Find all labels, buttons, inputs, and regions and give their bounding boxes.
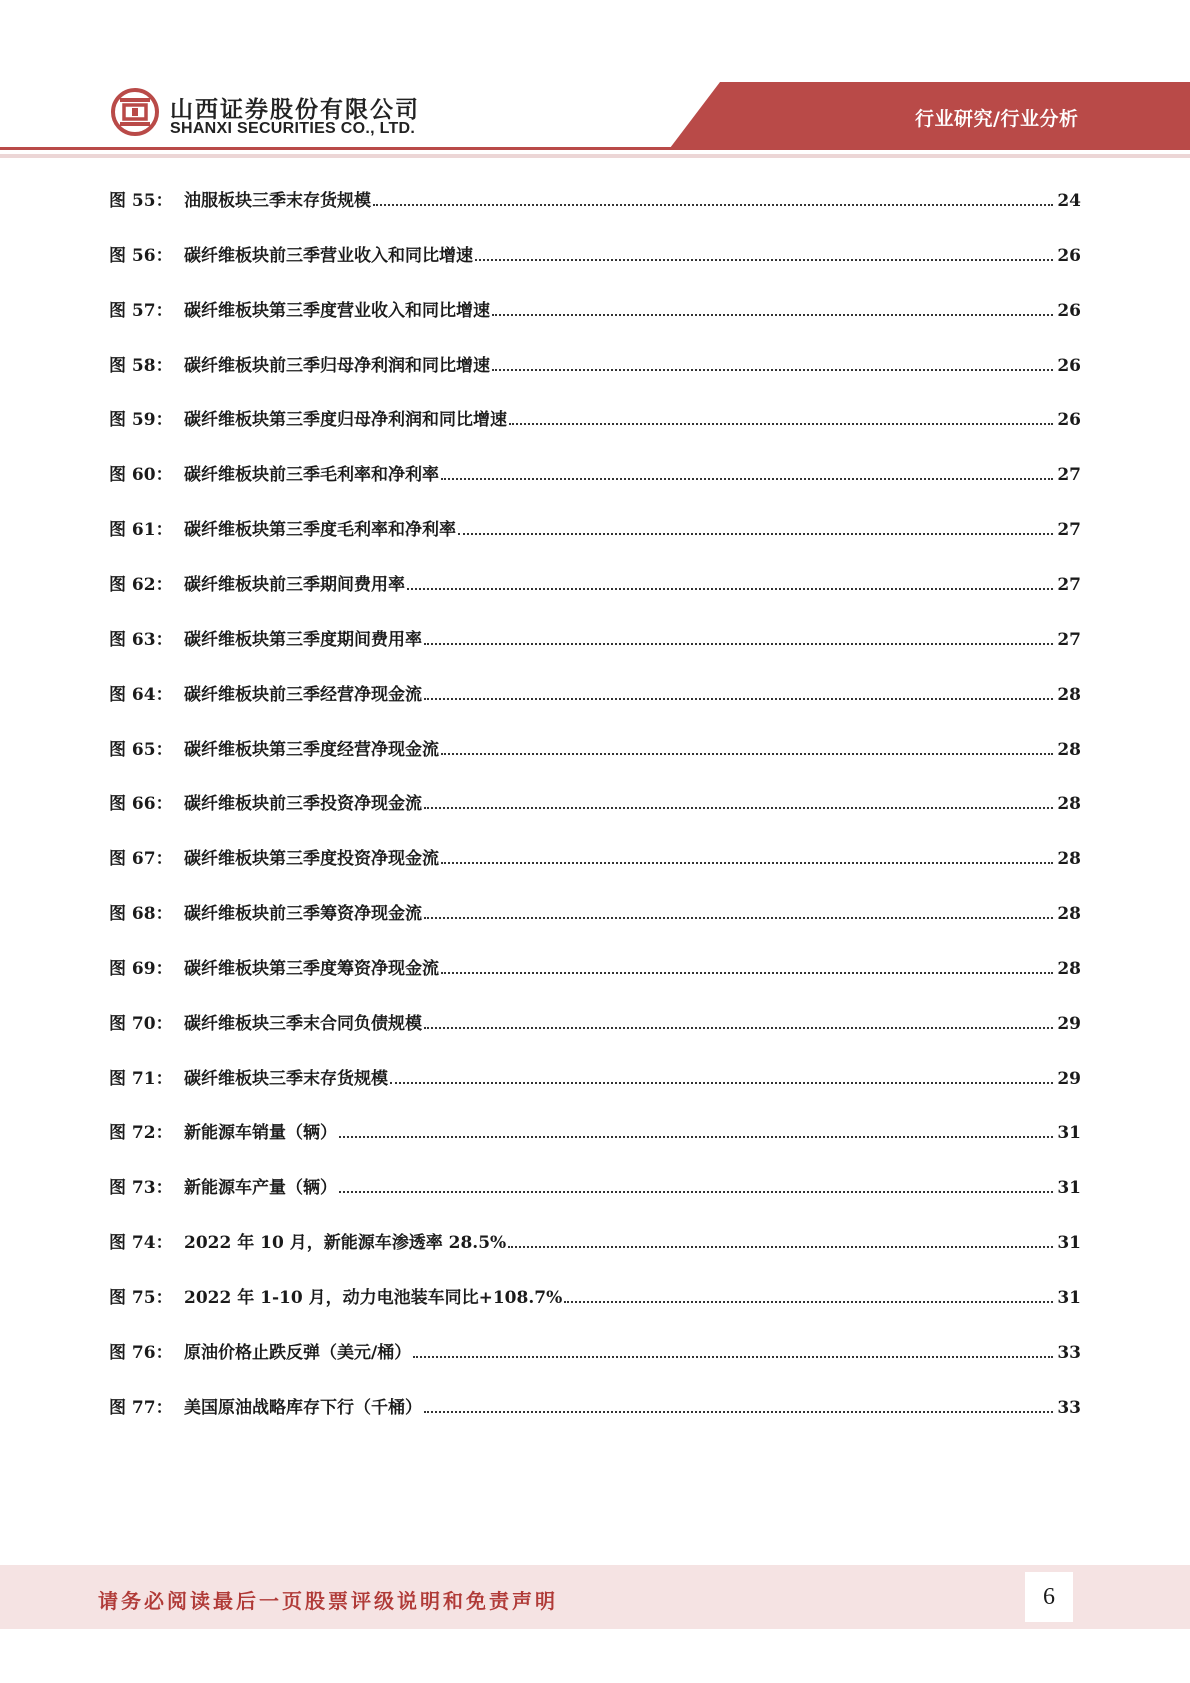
report-category: 行业研究/行业分析 — [915, 108, 1079, 130]
header-divider — [0, 147, 1190, 150]
toc-entry[interactable] — [109, 1172, 1081, 1198]
toc-figure-label: 图 64： — [109, 684, 173, 705]
toc-entry[interactable] — [109, 1008, 1081, 1034]
toc-page-number: 27 — [1057, 629, 1081, 650]
toc-entry[interactable] — [109, 240, 1081, 266]
toc-figure-title: 碳纤维板块前三季投资净现金流 — [184, 794, 422, 815]
toc-leader-dots — [508, 1246, 1053, 1248]
toc-page-number: 28 — [1057, 904, 1081, 925]
toc-leader-dots — [339, 1191, 1053, 1193]
toc-page-number: 31 — [1057, 1233, 1081, 1254]
toc-entry[interactable] — [109, 185, 1081, 211]
toc-entry[interactable] — [109, 569, 1081, 595]
toc-page-number: 31 — [1057, 1288, 1081, 1308]
toc-page-number: 28 — [1057, 794, 1081, 815]
toc-entry[interactable] — [109, 1117, 1081, 1143]
toc-figure-label: 图 72： — [109, 1123, 173, 1144]
toc-entry[interactable] — [109, 350, 1081, 376]
toc-page-number: 33 — [1057, 1397, 1081, 1418]
toc-leader-dots — [390, 1082, 1053, 1084]
toc-figure-label: 图 75： — [109, 1288, 173, 1308]
toc-figure-title: 碳纤维板块第三季度经营净现金流 — [184, 739, 439, 760]
toc-entry[interactable] — [109, 898, 1081, 924]
toc-figure-label: 图 62： — [109, 574, 173, 595]
toc-page-number: 27 — [1057, 520, 1081, 541]
toc-leader-dots — [441, 862, 1053, 864]
toc-page-number: 33 — [1057, 1342, 1081, 1363]
toc-leader-dots — [424, 807, 1053, 809]
toc-figure-title: 碳纤维板块第三季度期间费用率 — [184, 629, 422, 650]
toc-figure-title: 碳纤维板块前三季毛利率和净利率 — [184, 465, 439, 486]
toc-figure-label: 图 56： — [109, 245, 173, 266]
toc-figure-label: 图 65： — [109, 739, 173, 760]
toc-page-number: 24 — [1057, 191, 1081, 211]
toc-leader-dots — [424, 917, 1053, 919]
toc-figure-title: 油服板块三季末存货规模 — [184, 191, 371, 211]
toc-figure-title: 原油价格止跌反弹（美元/桶） — [184, 1342, 412, 1363]
toc-figure-label: 图 68： — [109, 904, 173, 925]
header-divider-light — [0, 154, 1190, 158]
toc-entry[interactable] — [109, 1282, 1081, 1308]
toc-page-number: 28 — [1057, 684, 1081, 705]
toc-entry[interactable] — [109, 1337, 1081, 1363]
toc-figure-title: 碳纤维板块前三季营业收入和同比增速 — [184, 245, 473, 266]
toc-page-number: 31 — [1057, 1123, 1081, 1144]
toc-figure-title: 碳纤维板块前三季筹资净现金流 — [184, 904, 422, 925]
toc-leader-dots — [441, 478, 1053, 480]
toc-figure-label: 图 76： — [109, 1342, 173, 1363]
toc-page-number: 28 — [1057, 849, 1081, 870]
toc-figure-label: 图 60： — [109, 465, 173, 486]
toc-figure-title: 碳纤维板块第三季度归母净利润和同比增速 — [184, 410, 507, 431]
toc-page-number: 26 — [1057, 300, 1081, 321]
toc-page-number: 27 — [1057, 465, 1081, 486]
toc-entry[interactable] — [109, 788, 1081, 814]
toc-page-number: 26 — [1057, 245, 1081, 266]
toc-figure-label: 图 63： — [109, 629, 173, 650]
toc-entry[interactable] — [109, 624, 1081, 650]
toc-leader-dots — [475, 259, 1053, 261]
toc-figure-label: 图 59： — [109, 410, 173, 431]
toc-entry[interactable] — [109, 734, 1081, 760]
toc-figure-title: 碳纤维板块第三季度筹资净现金流 — [184, 958, 439, 979]
toc-figure-title: 碳纤维板块三季末合同负债规模 — [184, 1013, 422, 1034]
toc-figure-title: 碳纤维板块前三季归母净利润和同比增速 — [184, 355, 490, 376]
toc-figure-label: 图 66： — [109, 794, 173, 815]
company-name-cn: 山西证券股份有限公司 — [170, 97, 420, 123]
toc-figure-label: 图 61： — [109, 520, 173, 541]
toc-entry[interactable] — [109, 1063, 1081, 1089]
toc-page-number: 29 — [1057, 1013, 1081, 1034]
disclaimer-text: 请务必阅读最后一页股票评级说明和免责声明 — [98, 1589, 558, 1613]
toc-page-number: 29 — [1057, 1068, 1081, 1089]
toc-entry[interactable] — [109, 1227, 1081, 1253]
toc-leader-dots — [492, 314, 1053, 316]
toc-leader-dots — [424, 1411, 1053, 1413]
toc-entry[interactable] — [109, 679, 1081, 705]
toc-figure-label: 图 74： — [109, 1233, 173, 1254]
toc-figure-label: 图 69： — [109, 958, 173, 979]
toc-leader-dots — [413, 1356, 1053, 1358]
company-name-en: SHANXI SECURITIES CO., LTD. — [170, 120, 416, 137]
toc-leader-dots — [441, 753, 1053, 755]
toc-entry[interactable] — [109, 459, 1081, 485]
toc-entry[interactable] — [109, 514, 1081, 540]
toc-figure-label: 图 58： — [109, 355, 173, 376]
page-footer — [0, 1565, 1190, 1629]
shanxi-securities-logo-icon — [111, 88, 159, 136]
toc-leader-dots — [424, 1027, 1053, 1029]
toc-page-number: 28 — [1057, 958, 1081, 979]
toc-leader-dots — [458, 533, 1053, 535]
toc-figure-title: 2022 年 10 月，新能源车渗透率 28.5% — [184, 1233, 507, 1254]
toc-figure-label: 图 77： — [109, 1397, 173, 1418]
toc-figure-title: 碳纤维板块第三季度营业收入和同比增速 — [184, 300, 490, 321]
toc-figure-label: 图 57： — [109, 300, 173, 321]
toc-leader-dots — [509, 423, 1053, 425]
toc-figure-label: 图 71： — [109, 1068, 173, 1089]
toc-entry[interactable] — [109, 1392, 1081, 1418]
page-number: 6 — [1025, 1572, 1073, 1622]
toc-leader-dots — [424, 643, 1053, 645]
toc-figure-title: 碳纤维板块第三季度投资净现金流 — [184, 849, 439, 870]
toc-figure-label: 图 55： — [109, 191, 173, 211]
toc-figure-title: 碳纤维板块前三季经营净现金流 — [184, 684, 422, 705]
toc-figure-title: 新能源车销量（辆） — [184, 1123, 337, 1144]
toc-entry[interactable] — [109, 295, 1081, 321]
toc-figure-label: 图 67： — [109, 849, 173, 870]
toc-entry[interactable] — [109, 953, 1081, 979]
toc-figure-title: 2022 年 1-10 月，动力电池装车同比+108.7% — [184, 1288, 563, 1308]
toc-entry[interactable] — [109, 843, 1081, 869]
toc-page-number: 26 — [1057, 410, 1081, 431]
toc-page-number: 28 — [1057, 739, 1081, 760]
toc-leader-dots — [424, 698, 1053, 700]
toc-page-number: 27 — [1057, 574, 1081, 595]
toc-figure-title: 碳纤维板块第三季度毛利率和净利率 — [184, 520, 456, 541]
toc-leader-dots — [339, 1136, 1053, 1138]
toc-leader-dots — [373, 204, 1053, 206]
toc-leader-dots — [564, 1301, 1053, 1303]
toc-leader-dots — [441, 972, 1053, 974]
toc-figure-title: 碳纤维板块三季末存货规模 — [184, 1068, 388, 1089]
toc-leader-dots — [407, 588, 1053, 590]
toc-figure-title: 碳纤维板块前三季期间费用率 — [184, 574, 405, 595]
toc-entry[interactable] — [109, 404, 1081, 430]
toc-page-number: 26 — [1057, 355, 1081, 376]
toc-figure-title: 美国原油战略库存下行（千桶） — [184, 1397, 422, 1418]
toc-figure-label: 图 70： — [109, 1013, 173, 1034]
toc-page-number: 31 — [1057, 1178, 1081, 1199]
toc-leader-dots — [492, 369, 1053, 371]
page-header — [0, 0, 1190, 165]
toc-figure-label: 图 73： — [109, 1178, 173, 1199]
toc-figure-title: 新能源车产量（辆） — [184, 1178, 337, 1199]
